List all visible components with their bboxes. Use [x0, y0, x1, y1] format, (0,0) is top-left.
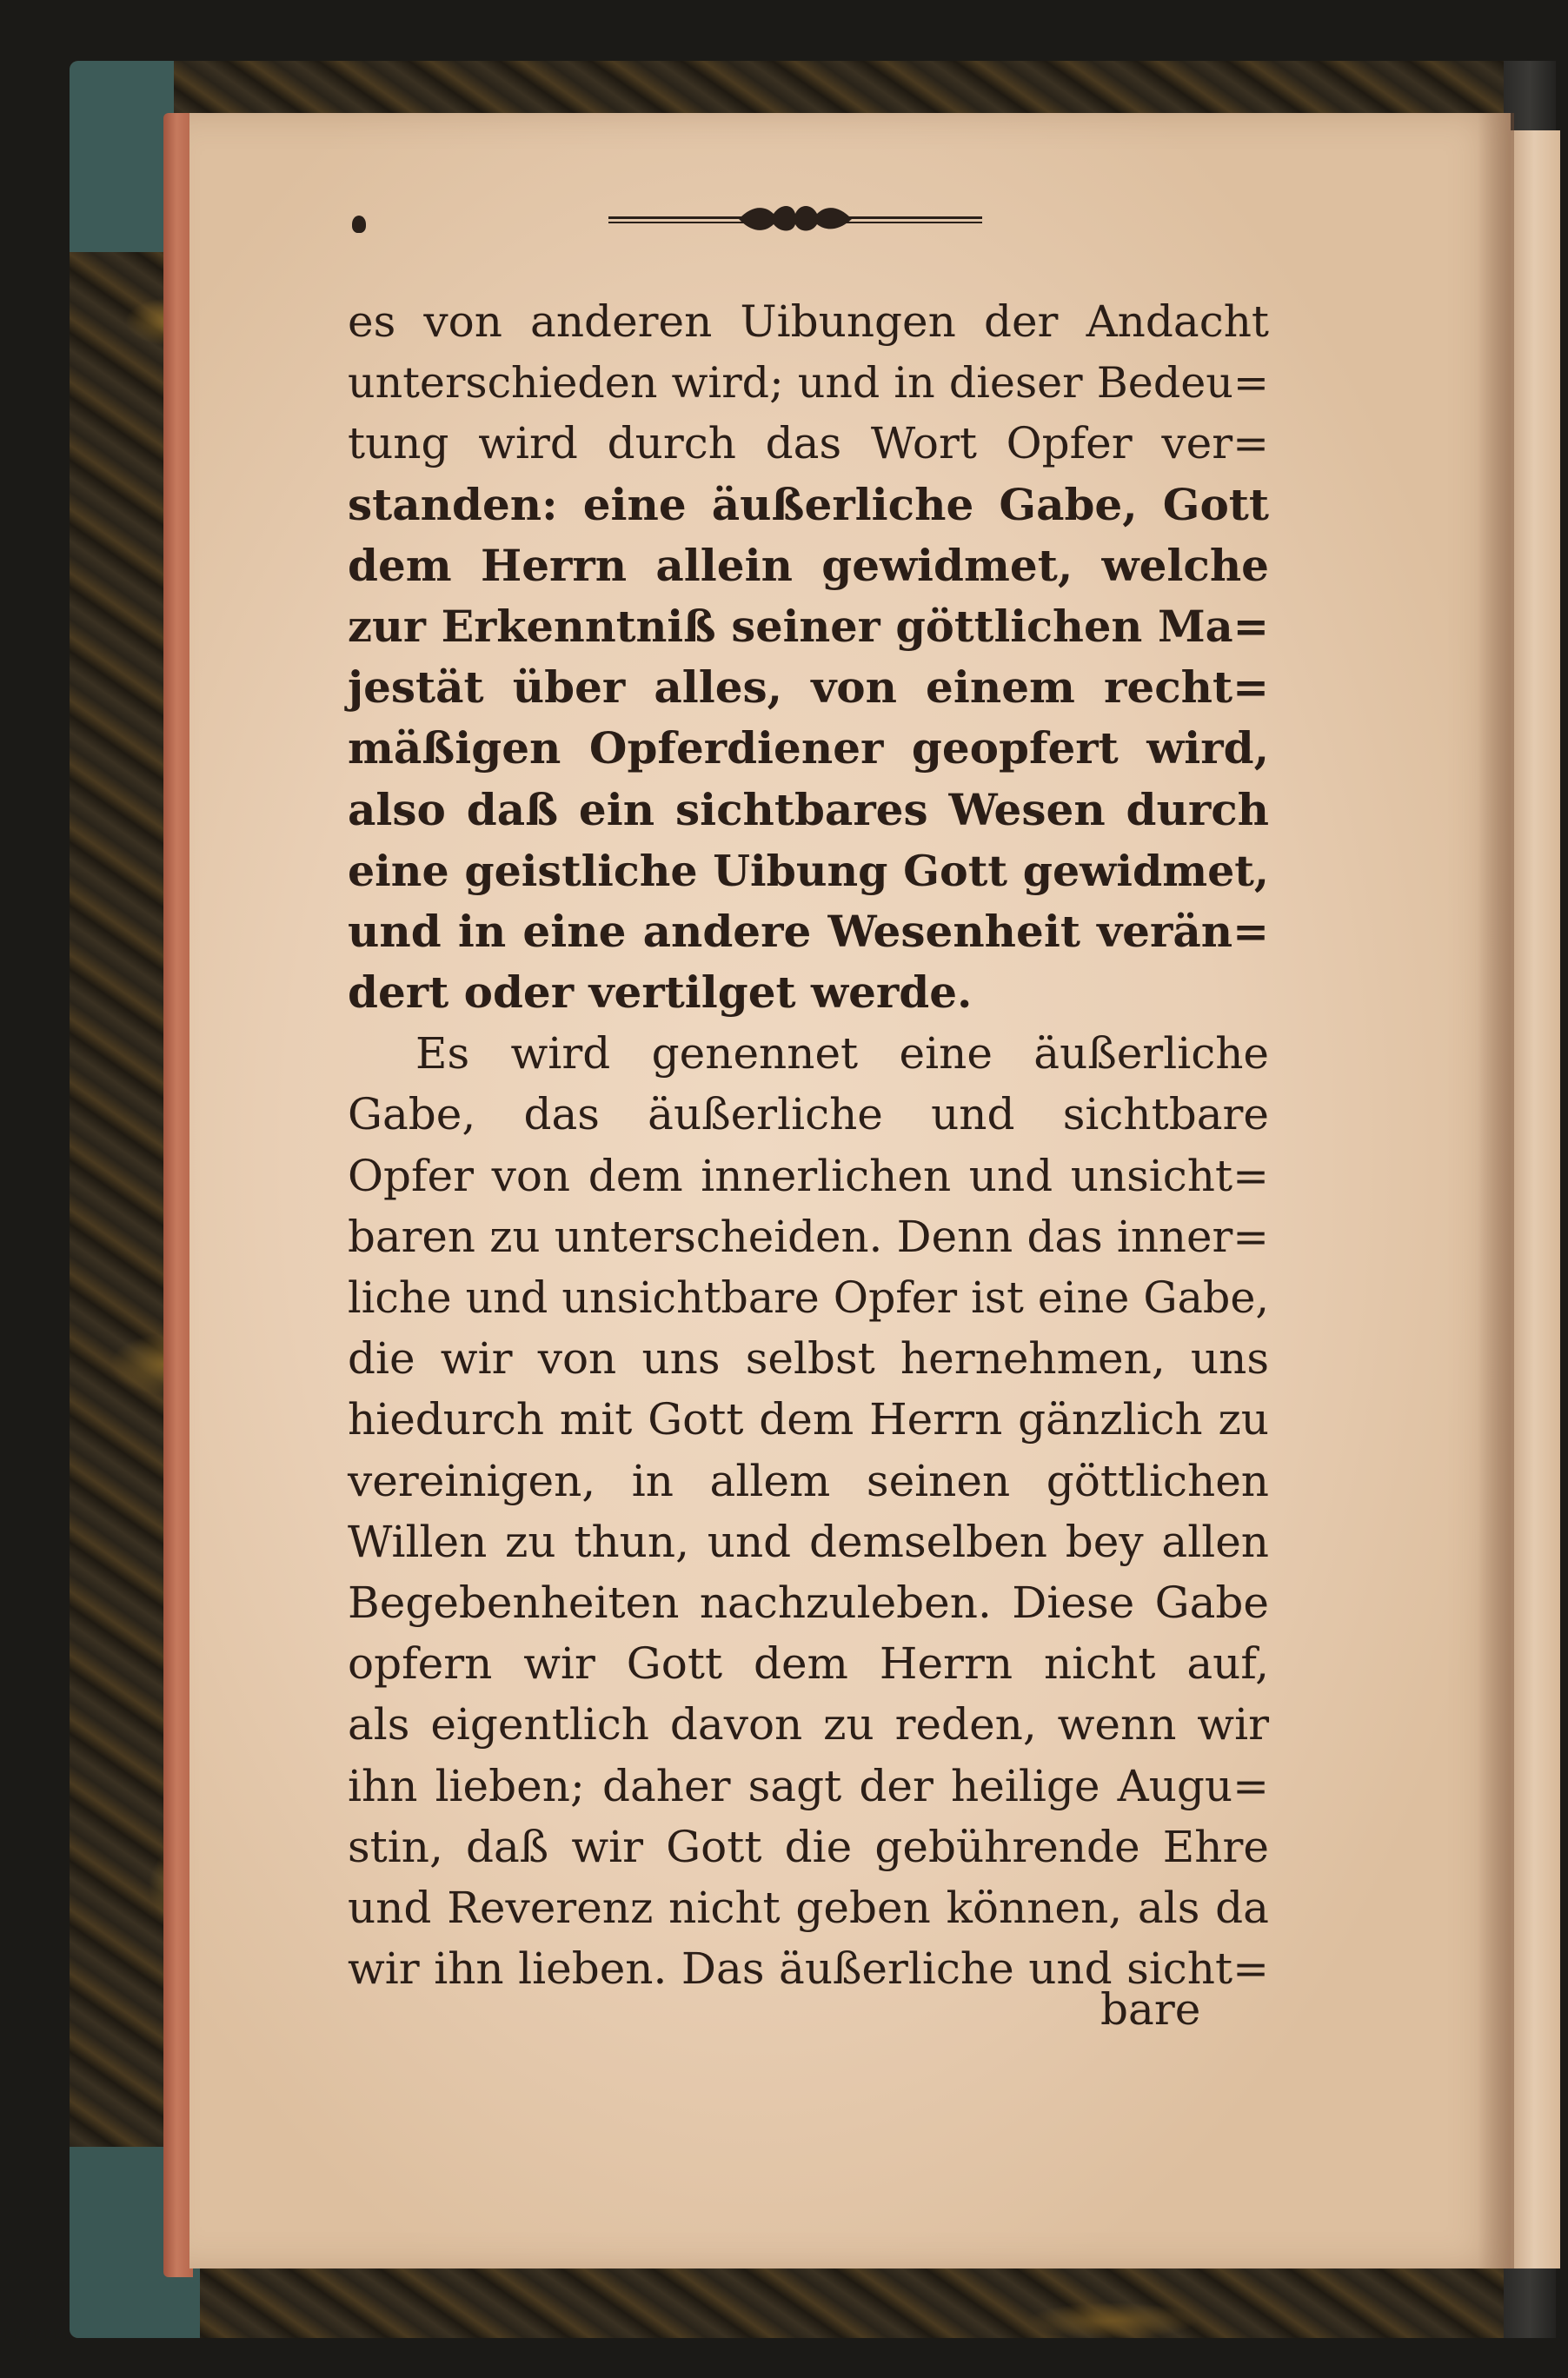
- text-line: ihn lieben; daher sagt der heilige Augu=: [348, 1760, 1269, 1811]
- text-line: Willen zu thun, und demselben bey allen: [348, 1516, 1269, 1567]
- text-line: Es wird genennet eine äußerliche: [415, 1028, 1269, 1079]
- text-line: wir ihn lieben. Das äußerliche und sicht=: [348, 1943, 1269, 1995]
- text-line: Opfer von dem innerlichen und unsicht=: [348, 1150, 1269, 1201]
- text-line: standen: eine äußerliche Gabe, Gott: [348, 478, 1269, 530]
- text-line: als eigentlich davon zu reden, wenn wir: [348, 1699, 1269, 1750]
- text-line: Gabe, das äußerliche und sichtbare: [348, 1089, 1269, 1140]
- text-line: es von anderen Uibungen der Andacht: [348, 296, 1269, 347]
- text-line: opfern wir Gott dem Herrn nicht auf,: [348, 1638, 1269, 1690]
- cover-corner-top: [70, 61, 174, 252]
- text-line: zur Erkenntniß seiner göttlichen Ma=: [348, 601, 1269, 652]
- text-line: hiedurch mit Gott dem Herrn gänzlich zu: [348, 1394, 1269, 1445]
- text-line: stin, daß wir Gott die gebührende Ehre: [348, 1821, 1269, 1872]
- text-line: Begebenheiten nachzuleben. Diese Gabe: [348, 1577, 1269, 1628]
- text-line: dert oder vertilget werde.: [348, 966, 973, 1019]
- header-ornament: [608, 202, 982, 236]
- text-line: baren zu unterscheiden. Denn das inner=: [348, 1211, 1269, 1262]
- catchword: bare: [1100, 1984, 1201, 2035]
- text-line: eine geistliche Uibung Gott gewidmet,: [348, 845, 1269, 896]
- facing-page-edge: [1508, 130, 1560, 2268]
- ink-mark: [352, 216, 366, 233]
- text-line: und Reverenz nicht geben können, als da: [348, 1882, 1269, 1933]
- page-block-edge: [163, 113, 193, 2277]
- text-line: also daß ein sichtbares Wesen durch: [348, 783, 1269, 835]
- text-line: und in eine andere Wesenheit verän=: [348, 905, 1269, 957]
- text-line: mäßigen Opferdiener geopfert wird,: [348, 722, 1269, 774]
- text-line: liche und unsichtbare Opfer ist eine Gabe,: [348, 1272, 1269, 1323]
- page-text: [348, 291, 1269, 1999]
- text-line: die wir von uns selbst hernehmen, uns: [348, 1333, 1269, 1385]
- text-line: vereinigen, in allem seinen göttlichen: [348, 1455, 1269, 1506]
- text-line: dem Herrn allein gewidmet, welche: [348, 539, 1269, 591]
- page-gutter-shadow: [1478, 113, 1514, 2268]
- text-line: jestät über alles, von einem recht=: [348, 661, 1269, 714]
- text-line: tung wird durch das Wort Opfer ver=: [348, 418, 1269, 469]
- text-line: unterschieden wird; und in dieser Bedeu=: [348, 357, 1269, 409]
